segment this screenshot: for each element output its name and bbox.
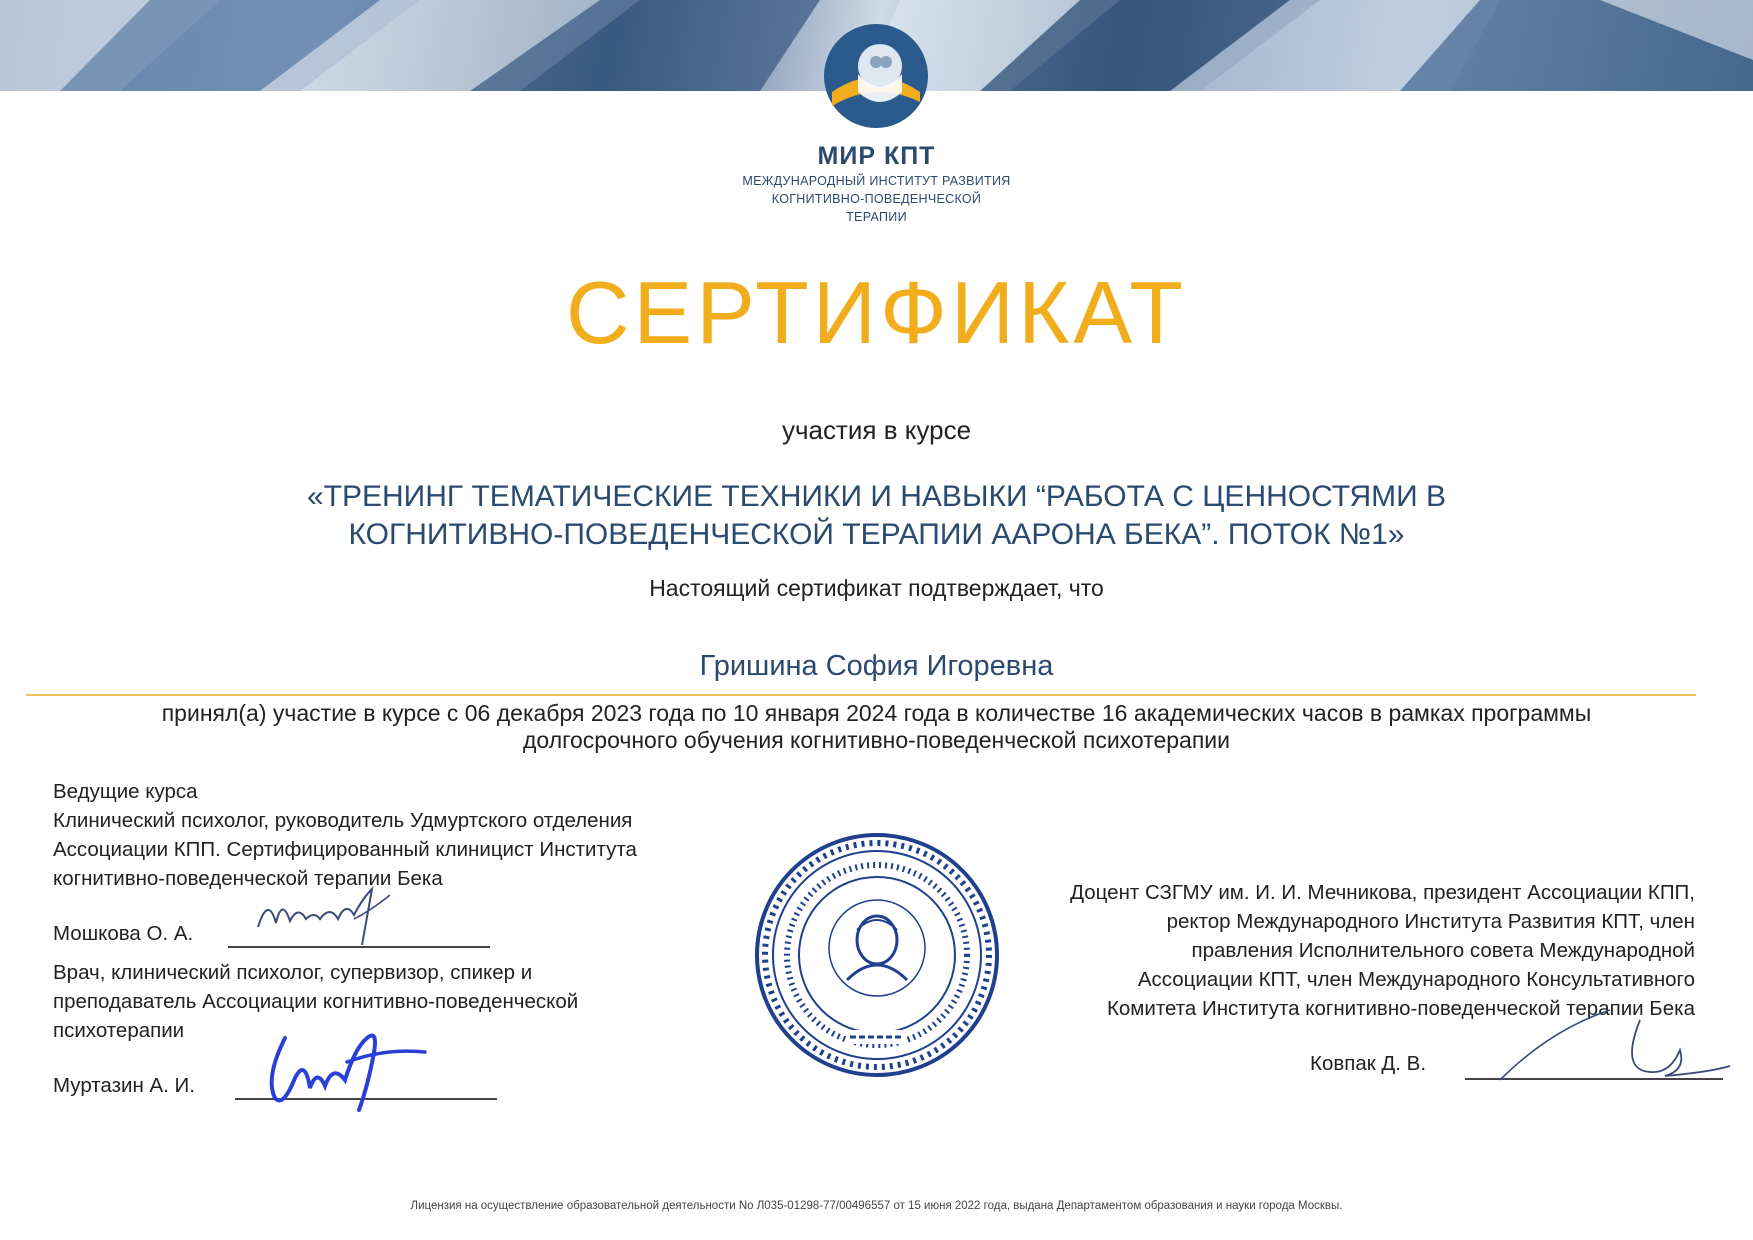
director-description-line: Ассоциации КПТ, член Международного Консультативного (1137, 968, 1695, 991)
organization-subtitle-line: КОГНИТИВНО-ПОВЕДЕНЧЕСКОЙ (771, 192, 982, 206)
course-title-line: «ТРЕНИНГ ТЕМАТИЧЕСКИЕ ТЕХНИКИ И НАВЫКИ “РАБОТА С ЦЕННОСТЯМИ В (306, 480, 1447, 513)
course-title-line: КОГНИТИВНО-ПОВЕДЕНЧЕСКОЙ ТЕРАПИИ ААРОНА БЕКА”. ПОТОК №1» (348, 518, 1405, 551)
leader-description-line: Клинический психолог, руководитель Удмуртского отделения (53, 809, 633, 832)
leader-description-line: Ассоциации КПП. Сертифицированный клиницист Института (53, 838, 637, 861)
license-text: Лицензия на осуществление образовательной деятельности No Л035-01298-77/00496557 от 15 июня 2022 года, выдана Департаментом образования и науки города Москвы. (410, 1200, 1343, 1212)
recipient-underline (26, 694, 1696, 696)
signature-mark (250, 875, 410, 955)
signature-mark (255, 1018, 455, 1118)
course-title (280, 478, 1473, 554)
leader-name: Муртазин А. И. (53, 1074, 195, 1097)
leader-description-line: когнитивно-поведенческой терапии Бека (53, 867, 443, 890)
organization-subtitle-line: ТЕРАПИИ (846, 210, 907, 224)
organization-name: МИР КПТ (817, 142, 936, 170)
leader-name: Мошкова О. А. (53, 922, 194, 945)
recipient-name: Гришина София Игоревна (699, 650, 1054, 682)
confirm-text: Настоящий сертификат подтверждает, что (649, 575, 1104, 601)
director-description-line: Доцент СЗГМУ им. И. И. Мечникова, президент Ассоциации КПП, (1070, 881, 1695, 904)
official-stamp (752, 830, 1002, 1080)
certificate-title: СЕРТИФИКАТ (566, 263, 1187, 362)
certificate-subtitle: участия в курсе (781, 415, 972, 445)
leader-description-line: психотерапии (53, 1019, 185, 1042)
leaders-heading: Ведущие курса (53, 780, 198, 803)
director-name: Ковпак Д. В. (1310, 1052, 1427, 1075)
participation-text (60, 700, 1693, 754)
signature-mark (1490, 1000, 1735, 1090)
leader-description-line: Врач, клинический психолог, супервизор, спикер и (53, 961, 533, 984)
director-description-line: Комитета Института когнитивно-поведенческой терапии Бека (1106, 997, 1695, 1020)
participation-line: принял(а) участие в курсе с 06 декабря 2023 года по 10 января 2024 года в количестве 16 академических часов в рамках программы (161, 700, 1592, 726)
participation-line: долгосрочного обучения когнитивно-поведенческой психотерапии (522, 727, 1230, 753)
organization-subtitle-line: МЕЖДУНАРОДНЫЙ ИНСТИТУТ РАЗВИТИЯ (742, 174, 1011, 188)
leader-description-line: преподаватель Ассоциации когнитивно-поведенческой (53, 990, 579, 1013)
organization-logo (822, 22, 930, 130)
director-description-line: правления Исполнительного совета Международной (1191, 939, 1695, 962)
director-description-line: ректор Международного Института Развития КПТ, член (1166, 910, 1695, 933)
